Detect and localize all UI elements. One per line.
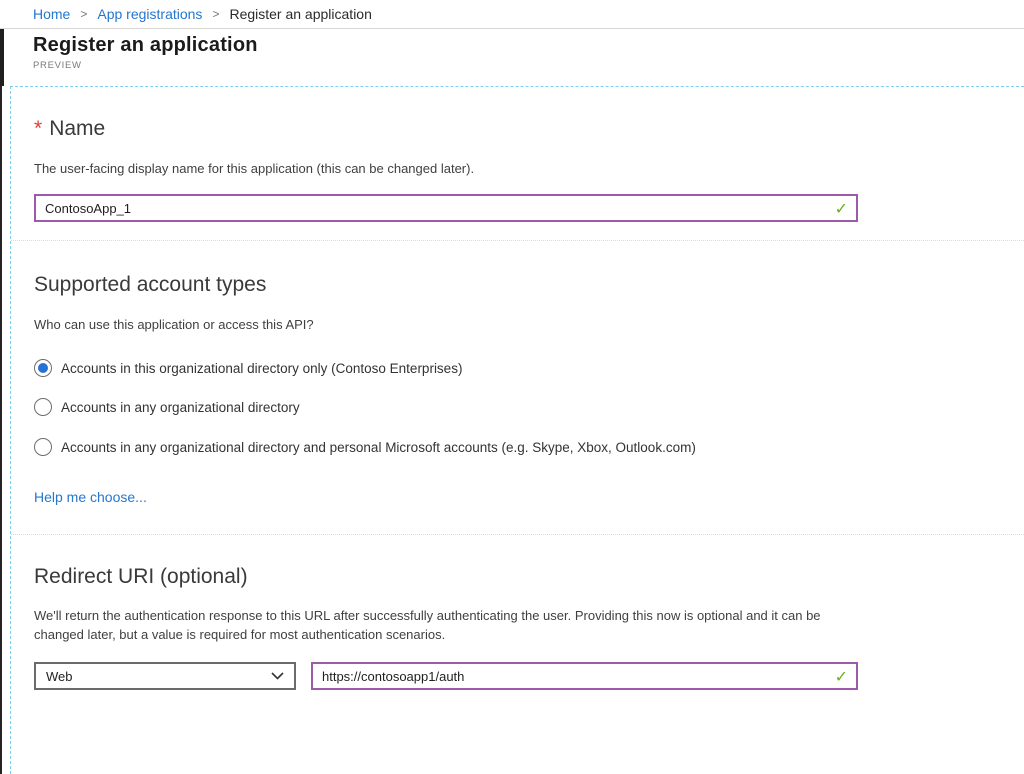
required-marker: * bbox=[34, 117, 43, 140]
redirect-uri-heading: Redirect URI (optional) bbox=[34, 565, 248, 588]
radio-option-label: Accounts in any organizational directory bbox=[61, 399, 300, 415]
radio-option-label: Accounts in any organizational directory and personal Microsoft accounts (e.g. Skype, Xbox, Outlook.com) bbox=[61, 439, 696, 455]
account-types-heading: Supported account types bbox=[34, 273, 267, 296]
valid-check-icon: ✓ bbox=[834, 669, 848, 686]
account-types-question: Who can use this application or access this API? bbox=[34, 317, 314, 332]
help-me-choose-link[interactable]: Help me choose... bbox=[34, 489, 147, 505]
app-name-input[interactable] bbox=[36, 201, 856, 216]
breadcrumb-app-registrations[interactable]: App registrations bbox=[97, 6, 203, 22]
radio-option-0[interactable] bbox=[34, 359, 462, 377]
radio-option-2[interactable] bbox=[34, 438, 696, 456]
radio-button-icon bbox=[34, 438, 52, 456]
window-edge bbox=[0, 29, 4, 86]
radio-button-icon bbox=[34, 398, 52, 416]
section-divider bbox=[11, 240, 1024, 241]
name-description: The user-facing display name for this application (this can be changed later). bbox=[34, 161, 475, 176]
window-edge bbox=[0, 86, 2, 774]
breadcrumb-separator-icon: > bbox=[80, 7, 88, 21]
page-header bbox=[33, 34, 258, 71]
breadcrumb-current: Register an application bbox=[229, 6, 372, 22]
breadcrumb bbox=[0, 0, 1024, 29]
platform-select[interactable] bbox=[34, 662, 296, 690]
page-title: Register an application bbox=[33, 34, 258, 56]
radio-option-1[interactable] bbox=[34, 398, 300, 416]
name-section-heading bbox=[34, 117, 105, 141]
redirect-uri-input[interactable] bbox=[313, 669, 856, 684]
chevron-down-icon bbox=[271, 672, 284, 680]
section-divider bbox=[11, 534, 1024, 535]
radio-option-label: Accounts in this organizational directory only (Contoso Enterprises) bbox=[61, 360, 463, 376]
redirect-uri-description: We'll return the authentication response to this URL after successfully authenticating the user. Providing this now is optional and it can be changed later, but a value is required for most authentication scenarios. bbox=[34, 608, 821, 642]
breadcrumb-home[interactable]: Home bbox=[33, 6, 71, 22]
redirect-uri-field bbox=[311, 662, 858, 690]
app-name-field bbox=[34, 194, 858, 222]
valid-check-icon: ✓ bbox=[834, 201, 848, 218]
register-form-pane bbox=[10, 86, 1024, 774]
name-heading-label: Name bbox=[49, 117, 106, 140]
preview-badge: PREVIEW bbox=[33, 60, 82, 71]
breadcrumb-separator-icon: > bbox=[212, 7, 220, 21]
platform-select-value: Web bbox=[46, 668, 73, 684]
radio-button-icon bbox=[34, 359, 52, 377]
